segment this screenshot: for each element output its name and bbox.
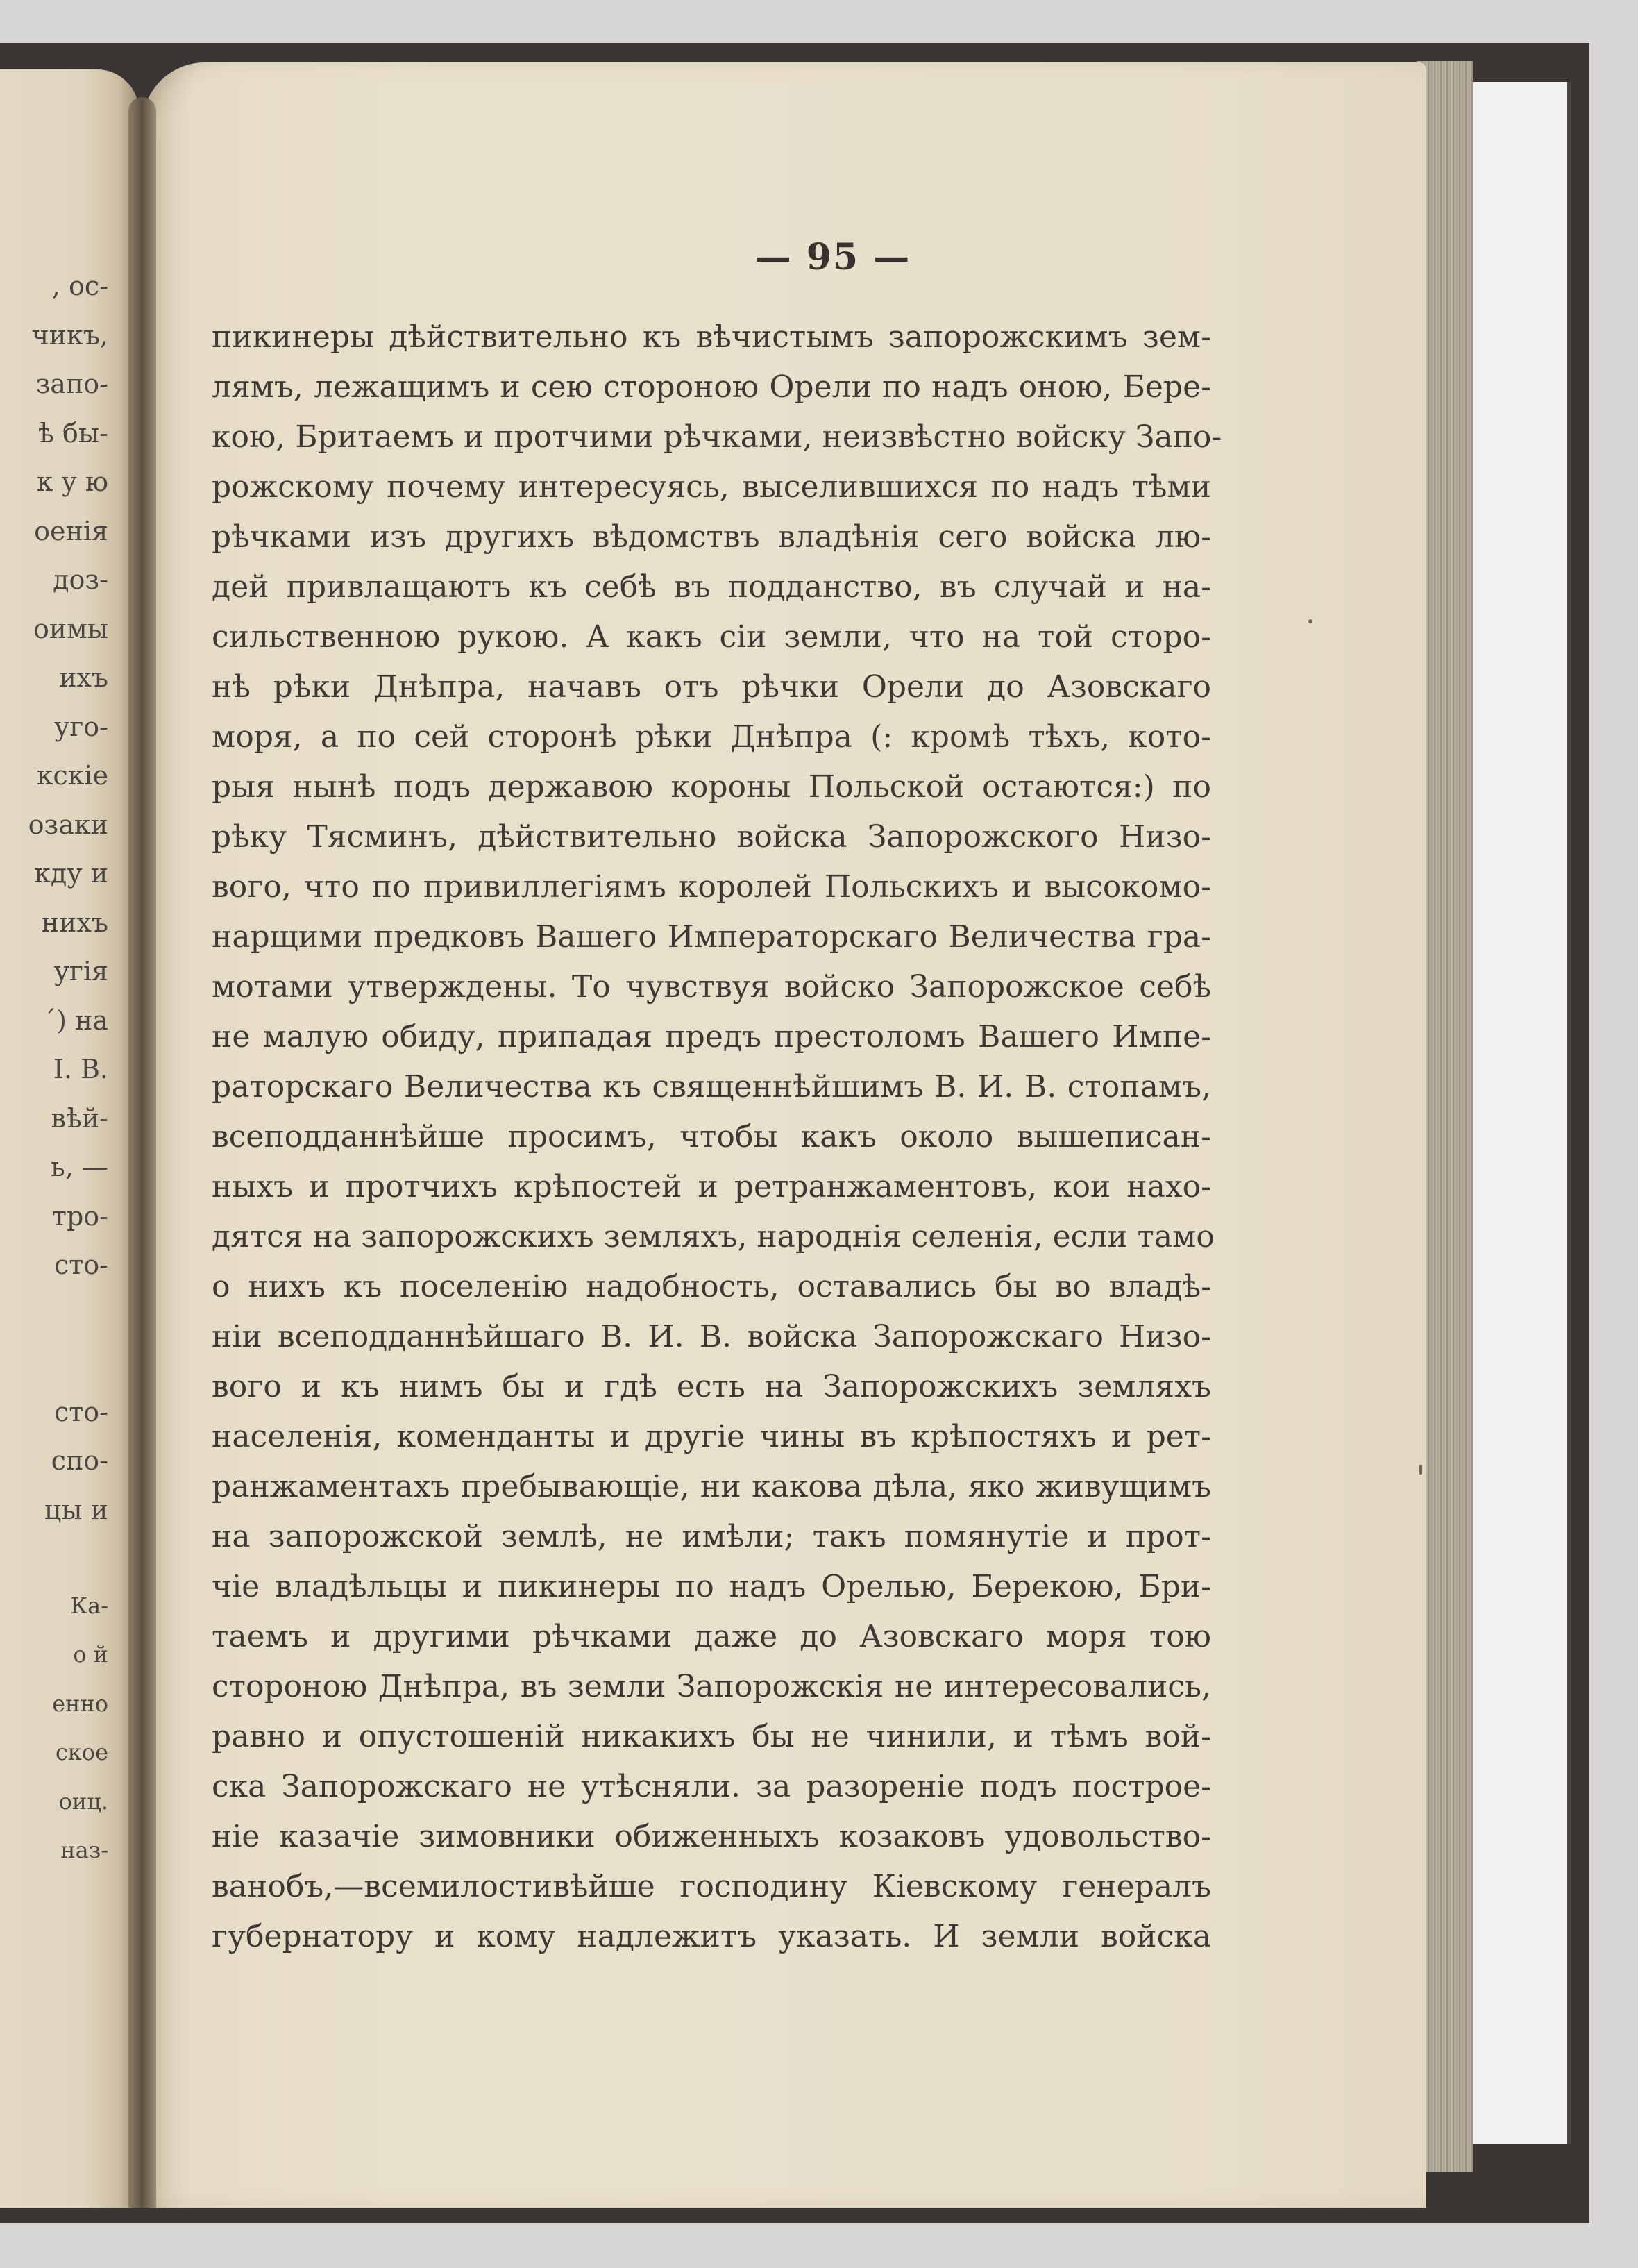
page-stack-shadow — [1567, 82, 1571, 2144]
text-line: мотами утверждены. То чувствуя войско Запорожское себѣ — [212, 969, 1211, 1005]
text-line: рѣку Тясминъ, дѣйствительно войска Запорожского Низо- — [212, 819, 1211, 855]
text-line: сильственною рукою. А какъ сіи земли, что на той сторо- — [212, 619, 1211, 655]
text-line: ванобъ,—всемилостивѣйше господину Кіевскому генералъ — [212, 1869, 1211, 1904]
text-line: всеподданнѣйше просимъ, чтобы какъ около вышеписан- — [212, 1119, 1211, 1154]
text-line: дятся на запорожскихъ земляхъ, народнія селенія, если тамо — [212, 1219, 1215, 1254]
text-line: кою, Бритаемъ и протчими рѣчками, неизвѣстно войску Запо- — [212, 419, 1222, 455]
previous-page-line: запо- — [35, 369, 108, 399]
previous-page-line: ѣ бы- — [38, 417, 108, 448]
previous-page-line: оенія — [34, 515, 108, 546]
text-line: о нихъ къ поселенію надобность, оставались бы во владѣ- — [212, 1269, 1211, 1304]
page-body-text — [212, 312, 1222, 1962]
page-number: — 95 — — [754, 236, 911, 278]
previous-page-line: тро- — [51, 1200, 108, 1232]
paper-speck — [1308, 619, 1312, 623]
previous-page-line: кскіе — [36, 760, 108, 791]
text-line: нарщими предковъ Вашего Императорскаго Величества гра- — [212, 919, 1211, 955]
previous-page-line: сто- — [53, 1250, 108, 1280]
previous-page-line: ́) на — [56, 1005, 108, 1036]
text-line: губернатору и кому надлежитъ указать. И земли войска — [212, 1919, 1211, 1954]
previous-page-line: угія — [53, 956, 108, 986]
previous-page-line: вѣй- — [51, 1102, 108, 1134]
text-line: рѣчками изъ другихъ вѣдомствъ владѣнія сего войска лю- — [212, 519, 1211, 555]
previous-page-line: Ка- — [70, 1592, 108, 1619]
previous-page-line: наз- — [60, 1837, 108, 1863]
previous-page-line: ь, — — [51, 1152, 108, 1182]
text-line: ранжаментахъ пребывающіе, ни какова дѣла, яко живущимъ — [212, 1469, 1211, 1504]
book-page — [142, 62, 1426, 2208]
previous-page-line: ское — [55, 1739, 108, 1765]
text-line: таемъ и другими рѣчками даже до Азовскаго моря тою — [212, 1619, 1211, 1654]
text-line: ніе казачіе зимовники обиженныхъ козаковъ удовольство- — [212, 1819, 1211, 1854]
text-line: чіе владѣльцы и пикинеры по надъ Орелью, Берекою, Бри- — [212, 1569, 1211, 1604]
previous-page-line: ихъ — [59, 662, 108, 693]
text-line: пикинеры дѣйствительно къ вѣчистымъ запорожскимъ зем- — [212, 319, 1211, 355]
text-line: на запорожской землѣ, не имѣли; такъ помянутіе и прот- — [212, 1519, 1211, 1554]
book-gutter — [128, 97, 156, 2208]
text-line: не малую обиду, припадая предъ престоломъ Вашего Импе- — [212, 1019, 1211, 1055]
previous-page-line: уго- — [54, 711, 108, 742]
text-line: ніи всеподданнѣйшаго В. И. В. войска Запорожскаго Низо- — [212, 1319, 1211, 1354]
text-line: дей привлащаютъ къ себѣ въ подданство, въ случай и на- — [212, 569, 1211, 605]
text-line: ныхъ и протчихъ крѣпостей и ретранжаментовъ, кои нахо- — [212, 1169, 1211, 1204]
previous-page-line: цы и — [44, 1494, 108, 1525]
text-line: нѣ рѣки Днѣпра, начавъ отъ рѣчки Орели до Азовскаго — [212, 669, 1211, 705]
previous-page-line: спо- — [51, 1445, 108, 1476]
previous-page-fragment — [0, 69, 139, 2208]
page-stack-edge — [1470, 82, 1570, 2144]
text-line: раторскаго Величества къ священнѣйшимъ В. И. В. стопамъ, — [212, 1069, 1211, 1104]
text-line: рыя нынѣ подъ державою короны Польской остаются:) по — [212, 769, 1211, 805]
text-line: равно и опустошеній никакихъ бы не чинили, и тѣмъ вой- — [212, 1719, 1211, 1754]
previous-page-line: сто- — [53, 1396, 108, 1427]
previous-page-line: озаки — [28, 809, 108, 840]
previous-page-line: кду и — [34, 858, 108, 889]
text-line: вого, что по привиллегіямъ королей Польскихъ и высокомо- — [212, 869, 1211, 905]
text-line: лямъ, лежащимъ и сею стороною Орели по надъ оною, Бере- — [212, 369, 1211, 405]
previous-page-line: доз- — [53, 564, 108, 595]
text-line: населенія, коменданты и другіе чины въ крѣпостяхъ и рет- — [212, 1419, 1211, 1454]
previous-page-line: чикъ, — [31, 319, 108, 351]
text-line: ска Запорожскаго не утѣсняли. за разореніе подъ построе- — [212, 1769, 1211, 1804]
previous-page-line: I. В. — [53, 1054, 108, 1084]
paper-speck — [1419, 1465, 1422, 1475]
previous-page-line: оиц. — [58, 1788, 108, 1815]
previous-page-line: о й — [73, 1641, 108, 1668]
text-line: вого и къ нимъ бы и гдѣ есть на Запорожскихъ земляхъ — [212, 1369, 1211, 1404]
previous-page-line: оимы — [33, 613, 108, 644]
previous-page-line: , ос- — [51, 271, 108, 301]
text-line: рожскому почему интересуясь, выселившихся по надъ тѣми — [212, 469, 1211, 505]
text-line: моря, а по сей сторонѣ рѣки Днѣпра (: кромѣ тѣхъ, кото- — [212, 719, 1211, 755]
previous-page-line: к у ю — [36, 467, 108, 497]
previous-page-line: енно — [52, 1690, 108, 1717]
previous-page-line: нихъ — [41, 907, 108, 938]
text-line: стороною Днѣпра, въ земли Запорожскія не интересовались, — [212, 1669, 1211, 1704]
